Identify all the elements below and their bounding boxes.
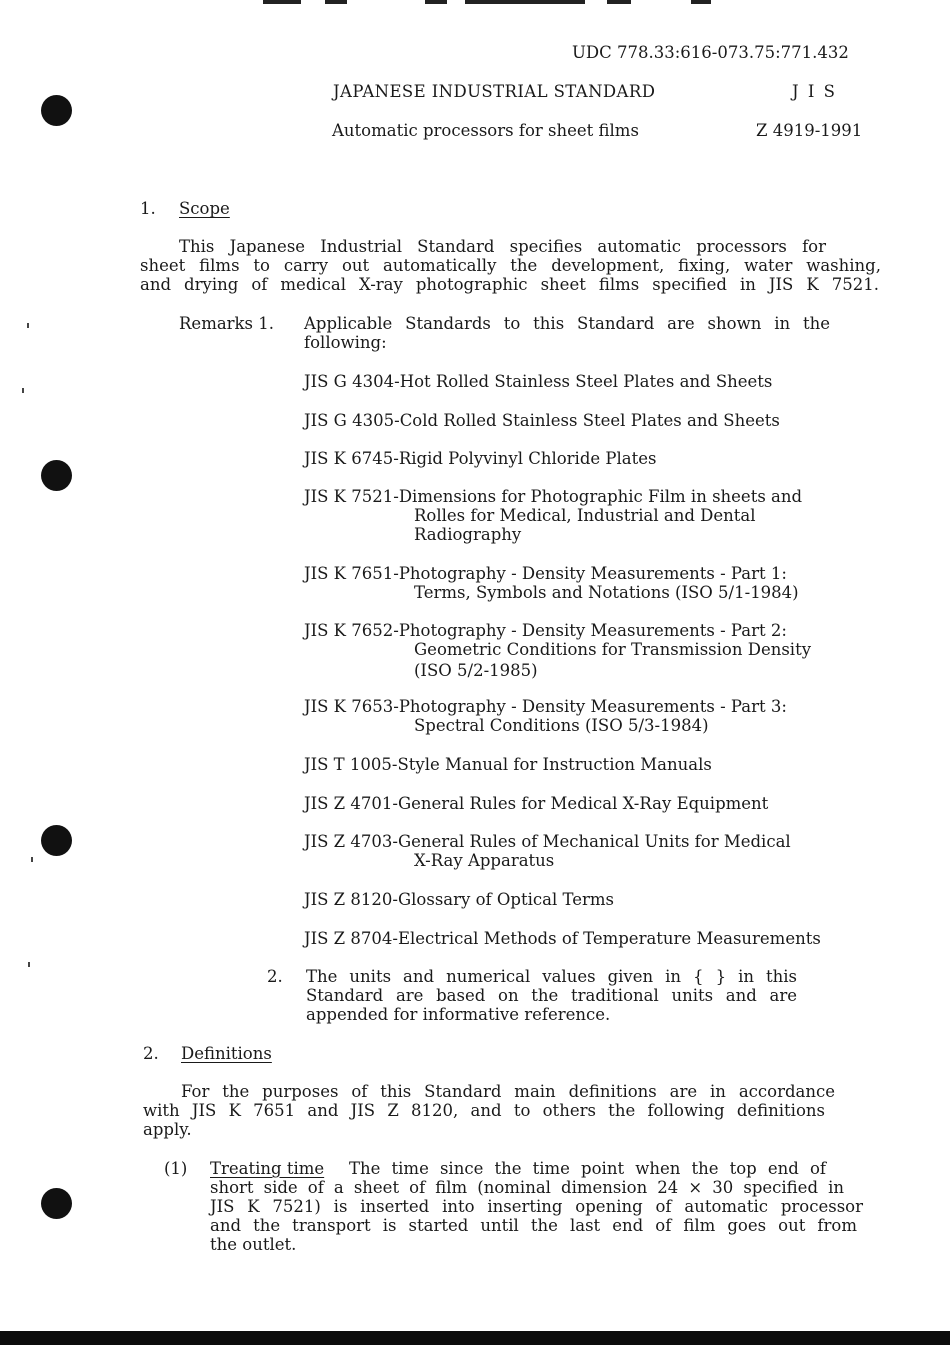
punch-hole [41,460,72,491]
scan-speck [27,323,29,328]
definition-text-line-3: JIS K 7521) is inserted into inserting opening of automatic processor [210,1197,863,1216]
standard-code: JIS T 1005- [304,755,398,774]
standard-code: JIS G 4304- [304,372,400,391]
scan-speck [28,962,30,967]
standard-item [304,929,821,949]
definition-text-line-5: the outlet. [210,1235,297,1254]
standard-item [304,449,657,469]
standard-item [304,487,802,507]
standard-code: JIS K 7521- [304,487,399,506]
definition-term: Treating time [210,1159,325,1178]
scan-speck [22,388,24,393]
standard-code: JIS G 4305- [304,411,400,430]
standard-title: Photography - Density Measurements - Part 2: [398,621,787,640]
standard-code: JIS K 7652- [304,621,399,640]
definitions-line-2: with JIS K 7651 and JIS Z 8120, and to others the following definitions [143,1101,825,1120]
standard-title: Rigid Polyvinyl Chloride Plates [398,449,657,468]
remark-1-line-2: following: [304,333,387,352]
standard-title: Cold Rolled Stainless Steel Plates and Sheets [399,411,780,430]
standard-title: Style Manual for Instruction Manuals [397,755,712,774]
scan-header-bar [255,0,715,5]
standard-title: Photography - Density Measurements - Part 3: [398,697,787,716]
standard-item [304,794,768,814]
definition-text-line-2: short side of a sheet of film (nominal dimension 24 × 30 specified in [210,1178,844,1197]
scope-line-1: This Japanese Industrial Standard specifies automatic processors for [179,237,826,256]
punch-hole [41,1188,72,1219]
punch-hole [41,825,72,856]
jis-mark: J I S [792,82,837,101]
standard-title: General Rules of Mechanical Units for Medical [397,832,791,851]
remark-1-line-1: Applicable Standards to this Standard are shown in the [304,314,830,333]
scope-line-3: and drying of medical X-ray photographic sheet films specified in JIS K 7521. [140,275,879,294]
standard-code: JIS K 7651- [304,564,399,583]
remark-2-line-1: The units and numerical values given in { } in this [306,967,797,986]
remarks-label: Remarks 1. [179,314,275,333]
standard-title: Dimensions for Photographic Film in sheets and [398,487,803,506]
standard-code: JIS Z 8704- [304,929,398,948]
standard-code: JIS K 6745- [304,449,399,468]
definition-item-number: (1) [164,1159,188,1178]
standard-item [304,697,787,717]
definitions-line-1: For the purposes of this Standard main definitions are in accordance [181,1082,835,1101]
punch-hole [41,95,72,126]
standard-title: Electrical Methods of Temperature Measurements [397,929,821,948]
standard-item [304,411,780,431]
standard-title-continued: Terms, Symbols and Notations (ISO 5/1-1984) [414,583,799,602]
standard-item [304,372,772,392]
standard-item [304,832,791,852]
definition-text-line-1: The time since the time point when the top end of [349,1159,826,1178]
standard-title: Photography - Density Measurements - Part 1: [398,564,787,583]
standard-number: Z 4919-1991 [756,121,863,140]
standard-title: General Rules for Medical X-Ray Equipment [397,794,769,813]
standard-item [304,621,787,641]
scan-bottom-bar [0,1331,950,1345]
remark-2-line-3: appended for informative reference. [306,1005,611,1024]
standard-title-continued: Spectral Conditions (ISO 5/3-1984) [414,716,709,735]
standard-item [304,755,712,775]
standard-title-continued: (ISO 5/2-1985) [414,661,538,680]
document-title: Automatic processors for sheet films [332,121,639,140]
definitions-heading-number: 2. [143,1044,159,1063]
standard-title: Glossary of Optical Terms [397,890,614,909]
standard-item [304,890,614,910]
standard-code: JIS Z 8120- [304,890,398,909]
standard-title: Hot Rolled Stainless Steel Plates and Sheets [399,372,773,391]
remark-2-number: 2. [267,967,283,986]
standard-name: JAPANESE INDUSTRIAL STANDARD [333,82,656,101]
scope-heading-number: 1. [140,199,156,218]
standard-title-continued: Radiography [414,525,522,544]
remark-2-line-2: Standard are based on the traditional units and are [306,986,797,1005]
scope-line-2: sheet films to carry out automatically the development, fixing, water washing, [140,256,881,275]
scope-heading: Scope [179,199,230,218]
standard-title-continued: X-Ray Apparatus [414,851,555,870]
definitions-line-3: apply. [143,1120,192,1139]
standard-title-continued: Rolles for Medical, Industrial and Dental [414,506,756,525]
definitions-heading: Definitions [181,1044,272,1063]
standard-code: JIS K 7653- [304,697,399,716]
standard-code: JIS Z 4703- [304,832,398,851]
standard-title-continued: Geometric Conditions for Transmission Density [414,640,812,659]
scan-speck [31,857,33,862]
definition-text-line-4: and the transport is started until the last end of film goes out from [210,1216,857,1235]
udc-code: UDC 778.33:616-073.75:771.432 [572,43,849,62]
standard-item [304,564,787,584]
standard-code: JIS Z 4701- [304,794,398,813]
